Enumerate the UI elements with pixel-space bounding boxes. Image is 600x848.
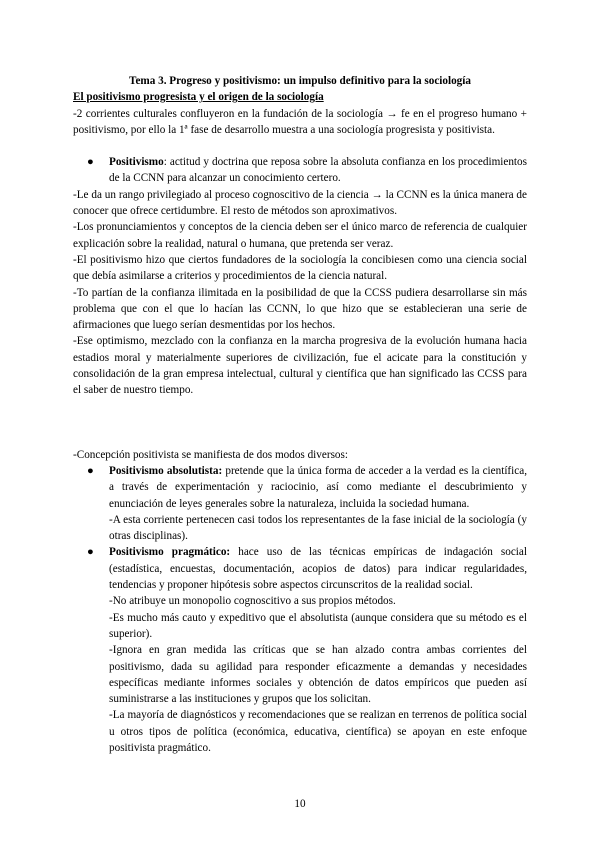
paragraph: -Los pronunciamientos y conceptos de la ciencia deben ser el único marco de referencia de cualquier explicación sobre la realidad, natural o humana, que pretenda ser veraz.	[73, 221, 527, 250]
term-absolutista: Positivismo absolutista:	[109, 464, 223, 477]
definition-pragmatico: hace uso de las técnicas empíricas de indagación social (estadística, encuestas, documentación, acopios de datos) para indicar regularidades, tendencias y proponer hipótesis sobre aspectos circunscritos de la realidad social.	[109, 546, 527, 592]
bullet-list-modos	[73, 463, 527, 512]
intro-paragraph: -2 corrientes culturales confluyeron en la fundación de la sociología → fe en el progreso humano + positivismo, por ello la 1ª fase de desarrollo muestra a una sociología progresista y positivista.	[73, 107, 527, 136]
bullet-icon: ●	[87, 546, 94, 559]
list-item-pragmatico	[73, 544, 527, 593]
note-pragmatico: -Ignora en gran medida las críticas que se han alzado contra ambas corrientes del positivismo, dada su agilidad para responder eficazmente a demandas y necesidades específicas mediante informes sociales y obtención de datos empíricos que pueden así suministrarse a las instituciones y grupos que los solicitan.	[109, 644, 527, 706]
definition-positivismo: : actitud y doctrina que reposa sobre la absoluta confianza en los procedimientos de la CCNN para alcanzar un conocimiento certero.	[109, 156, 527, 185]
paragraph: -Ese optimismo, mezclado con la confianza en la marcha progresiva de la evolución humana hacia estadios moral y materialmente superiores de civilización, fue el acicate para la constitución y consolidación de la gran empresa intelectual, cultural y científica que han significado las CCSS para el saber de nuestro tiempo.	[73, 335, 527, 397]
spacer	[73, 399, 527, 447]
term-pragmatico: Positivismo pragmático:	[109, 546, 231, 559]
page-number: 10	[294, 798, 306, 810]
concepcion-paragraph: -Concepción positivista se manifiesta de dos modos diversos:	[73, 448, 348, 461]
bullet-icon: ●	[87, 464, 94, 477]
page-content	[73, 73, 527, 756]
term-positivismo: Positivismo	[109, 156, 164, 169]
spacer	[73, 138, 527, 154]
page-title: Tema 3. Progreso y positivismo: un impulso definitivo para la sociología	[129, 75, 471, 87]
paragraph: -Le da un rango privilegiado al proceso cognoscitivo de la ciencia → la CCNN es la única manera de conocer que ofrece certidumbre. El resto de métodos son aproximativos.	[73, 188, 527, 218]
bullet-list-positivismo	[73, 154, 527, 187]
note-pragmatico: -La mayoría de diagnósticos y recomendaciones que se realizan en terrenos de política social u otros tipos de política (económica, educativa, científica) se apoyan en este enfoque positivista pragmático.	[109, 709, 527, 754]
note-pragmatico: -No atribuye un monopolio cognoscitivo a sus propios métodos.	[109, 595, 396, 608]
note-absolutista: -A esta corriente pertenecen casi todos los representantes de la fase inicial de la sociología (y otras disciplinas).	[109, 513, 527, 543]
bullet-icon: ●	[87, 156, 94, 169]
list-item-absolutista	[73, 463, 527, 512]
section-subtitle: El positivismo progresista y el origen de la sociología	[73, 91, 324, 104]
bullet-list-modos-2	[73, 544, 527, 593]
paragraph: -El positivismo hizo que ciertos fundadores de la sociología la concibiesen como una ciencia social que debía asimilarse a criterios y procedimientos de la ciencia natural.	[73, 253, 527, 283]
definition-absolutista: pretende que la única forma de acceder a la verdad es la científica, a través de experimentación y raciocinio, así como mediante el descubrimiento y enunciación de leyes generales sobre la naturaleza, incluida la sociedad humana.	[109, 464, 527, 510]
list-item-positivismo	[73, 154, 527, 187]
paragraph: -To partían de la confianza ilimitada en la posibilidad de que la CCSS pudiera desarrollarse sin más problema que con el que lo hacían las CCNN, lo que hizo que se establecieran una serie de afirmaciones que luego serían desmentidas por los hechos.	[73, 286, 527, 332]
note-pragmatico: -Es mucho más cauto y expeditivo que el absolutista (aunque considera que su método es el superior).	[109, 611, 527, 640]
